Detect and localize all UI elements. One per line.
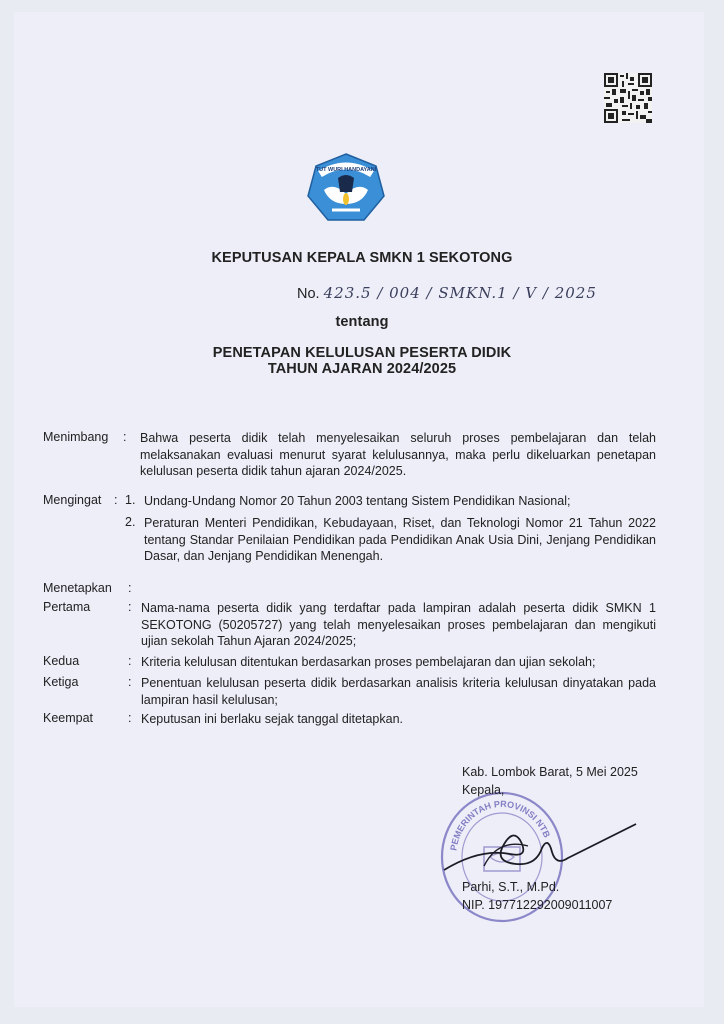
keempat-text: Keputusan ini berlaku sejak tanggal ditetapkan. <box>141 712 403 726</box>
subject-line-1: PENETAPAN KELULUSAN PESERTA DIDIK <box>212 345 512 361</box>
handwritten-number: 423.5 / 004 / SMKN.1 / V / 2025 <box>323 284 597 302</box>
qr-code <box>604 73 652 123</box>
stamp-text: PEMERINTAH PROVINSI NTB <box>448 798 553 852</box>
decree-number <box>297 284 597 302</box>
logo-motto: TUT WURI HANDAYANI <box>315 167 377 173</box>
kedua-label: Kedua <box>43 654 80 668</box>
colon: : <box>128 581 132 595</box>
keempat-label: Keempat <box>43 711 94 725</box>
kedua-text: Kriteria kelulusan ditentukan berdasarkan proses pembelajaran dan ujian sekolah; <box>141 655 596 669</box>
signature-scribble <box>440 818 640 878</box>
colon: : <box>128 711 132 725</box>
mengingat-label: Mengingat <box>43 493 102 507</box>
signatory-nip: NIP. 197712292009011007 <box>462 898 613 912</box>
ketiga-text: Penentuan kelulusan peserta didik berdasarkan analisis kriteria kelulusan dinyatakan pada lampiran hasil kelulusan; <box>141 676 656 707</box>
pertama-text: Nama-nama peserta didik yang terdaftar pada lampiran adalah peserta didik SMKN 1 SEKOTONG (50205727) yang telah menyelesaikan proses pembelajaran dan mengikuti ujian sekolah Tahun Ajaran 2024/2025; <box>141 601 656 648</box>
number-prefix: No. <box>297 286 320 302</box>
ketiga-label: Ketiga <box>43 675 79 689</box>
mengingat-item: Undang-Undang Nomor 20 Tahun 2003 tentang Sistem Pendidikan Nasional; <box>144 494 571 508</box>
colon: : <box>128 675 132 689</box>
subject-line-2: TAHUN AJARAN 2024/2025 <box>267 361 457 377</box>
colon: : <box>114 493 118 507</box>
colon: : <box>128 654 132 668</box>
signatory-name: Parhi, S.T., M.Pd. <box>462 880 560 894</box>
signature-place-date: Kab. Lombok Barat, 5 Mei 2025 <box>462 765 638 779</box>
menimbang-text: Bahwa peserta didik telah menyelesaikan seluruh proses pembelajaran dan telah melaksanakan evaluasi menurut syarat kelulusannya, maka perlu dikeluarkan penetapan kelulusan peserta didik tahun ajaran 2024/2025. <box>140 431 656 478</box>
document-title: KEPUTUSAN KEPALA SMKN 1 SEKOTONG <box>211 250 513 266</box>
mengingat-item-number: 1. <box>125 493 136 507</box>
signature-position: Kepala, <box>462 783 505 797</box>
tentang-label: tentang <box>335 314 389 330</box>
colon: : <box>123 430 127 444</box>
menetapkan-label: Menetapkan <box>43 581 112 595</box>
colon: : <box>128 600 132 614</box>
pertama-label: Pertama <box>43 600 91 614</box>
mengingat-item: Peraturan Menteri Pendidikan, Kebudayaan, Riset, dan Teknologi Nomor 21 Tahun 2022 tentang Standar Penilaian Pendidikan pada Pendidikan Anak Usia Dini, Jenjang Pendidikan Dasar, dan Jenjang Pendidikan Menengah. <box>144 516 656 563</box>
tut-wuri-handayani-logo <box>306 152 386 224</box>
mengingat-item-number: 2. <box>125 515 136 529</box>
menimbang-label: Menimbang <box>43 430 109 444</box>
